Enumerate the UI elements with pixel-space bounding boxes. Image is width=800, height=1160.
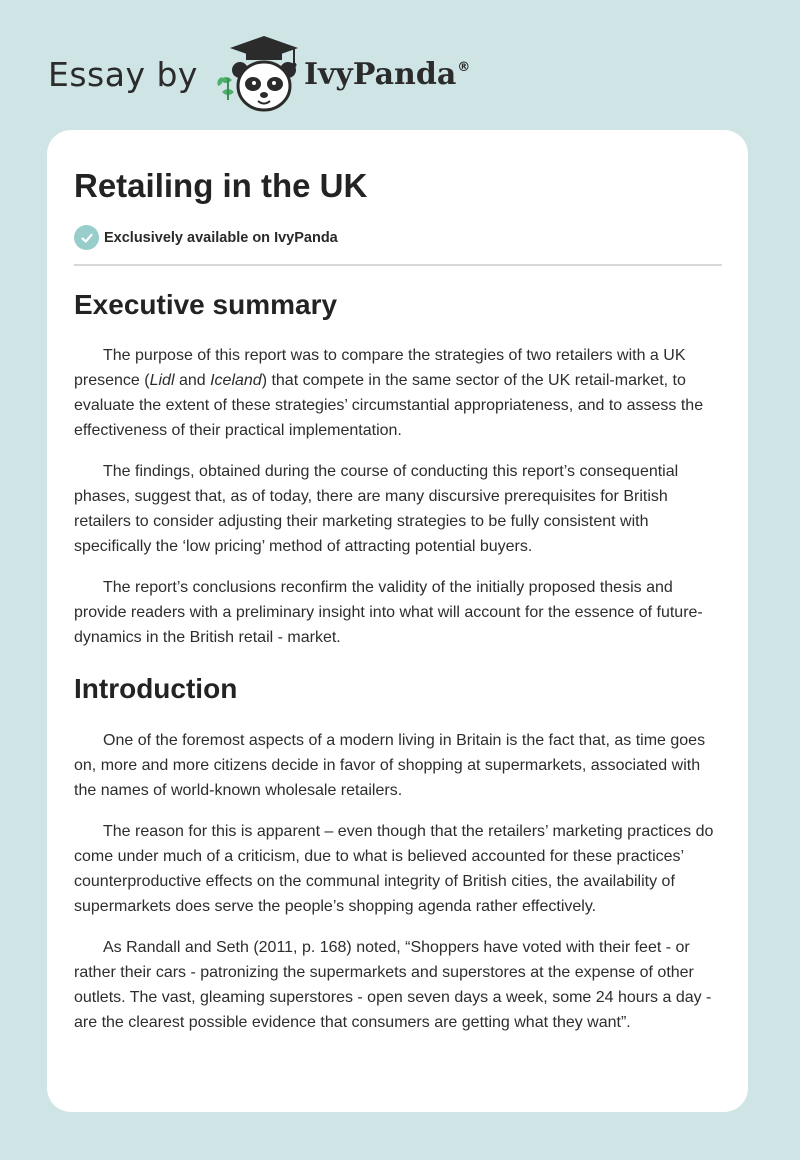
- paragraph: The report’s conclusions reconfirm the validity of the initially proposed thesis and provide readers with a preliminary insight into what will account for the essence of future-dynamics in the British retail - market.: [74, 579, 703, 647]
- paragraph: As Randall and Seth (2011, p. 168) noted, “Shoppers have voted with their feet - or rather their cars - patronizing the supermarkets and superstores at the expense of other outlets. The vast, gleaming superstores - open seven days a week, some 24 hours a day - are the clearest possible evidence that consumers are getting what they want”.: [74, 938, 712, 1031]
- page-title: Retailing in the UK: [74, 167, 368, 204]
- retailer-name-iceland: Iceland: [210, 372, 262, 390]
- paragraph: The reason for this is apparent – even though that the retailers’ marketing practices do come under much of a criticism, due to what is believed accounted for these practices’ counterproductive effects on the communal integrity of British cities, the availability of supermarkets does serve the people’s shopping agenda rather effectively.: [74, 822, 714, 915]
- availability-label: Exclusively available on IvyPanda: [104, 229, 338, 246]
- panda-graduate-logo-icon: [212, 34, 302, 114]
- paragraph: The purpose of this report was to compare the strategies of two retailers with a UK presence (Lidl and Iceland) that compete in the same sector of the UK retail-market, to evaluate the extent of these strategies’ circumstantial appropriateness, and to assess the effectiveness of their practical implementation.: [74, 347, 704, 440]
- section-heading-executive-summary: Executive summary: [74, 288, 338, 320]
- retailer-name-lidl: Lidl: [149, 372, 175, 390]
- section-heading-introduction: Introduction: [74, 673, 238, 705]
- site-brand[interactable]: [48, 34, 469, 114]
- availability-badge: [74, 224, 722, 252]
- paragraph: The findings, obtained during the course of conducting this report’s consequential phases, suggest that, as of today, there are many discursive prerequisites for British retailers to consider adjusting their marketing strategies to be fully consistent with specifically the ‘low pricing’ method of attracting potential buyers.: [74, 463, 679, 556]
- brand-name: IvyPanda®: [303, 56, 471, 92]
- check-circle-icon: [74, 225, 99, 250]
- title-divider: [74, 264, 722, 266]
- paragraph: One of the foremost aspects of a modern living in Britain is the fact that, as time goes on, more and more citizens decide in favor of shopping at supermarkets, associated with the names of world-known wholesale retailers.: [74, 731, 706, 799]
- brand-prefix: Essay by: [48, 54, 198, 94]
- essay-card: [47, 130, 748, 1112]
- registered-mark: ®: [457, 59, 471, 75]
